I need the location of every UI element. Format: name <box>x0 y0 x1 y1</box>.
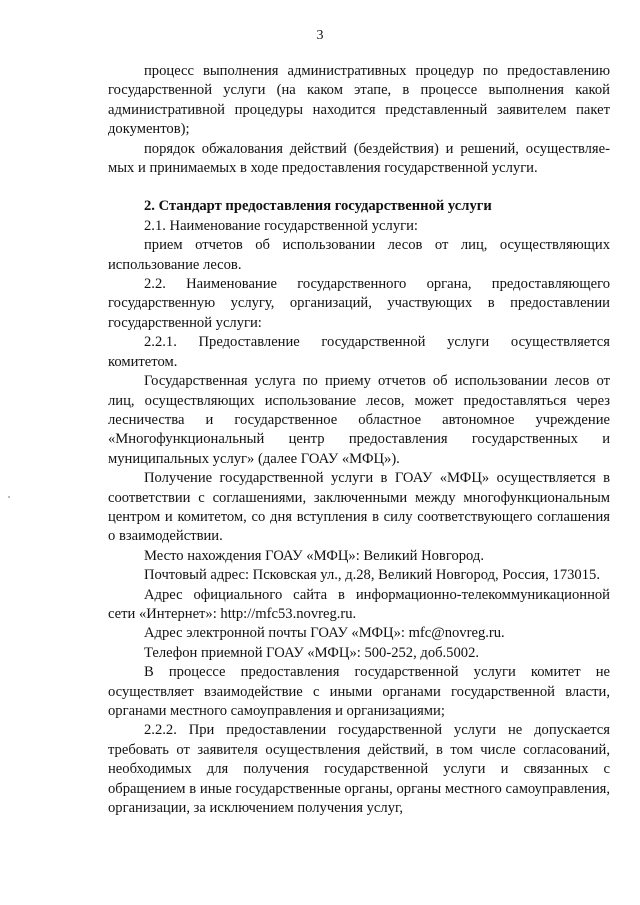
paragraph-service-channels: Государственная услуга по приему отчетов об использовании лесов от лиц, осуществляющих использование лесов, может предоставляться через лесничества и государственное областное автономное учреждение «Многофункциональный центр предоставления государственных и муниципальных услуг» (далее ГОАУ «МФЦ»). <box>108 373 610 467</box>
paragraph-appeal-procedure: порядок обжалования действий (бездействия) и решений, осуществляемых и принимаемых в ходе предоставления государственной услуги. <box>108 140 610 177</box>
paragraph-email: Адрес электронной почты ГОАУ «МФЦ»: mfc@novreg.ru. <box>144 625 505 642</box>
paragraph-authority-title: 2.2. Наименование государственного органа, предоставляющего государственную услугу, организаций, участвующих в предоставлении государственной услуги: <box>108 276 610 331</box>
paragraph-postal-address: Почтовый адрес: Псковская ул., д.28, Великий Новгород, Россия, 173015. <box>144 567 600 584</box>
paragraph-no-interaction: В процессе предоставления государственной услуги комитет не осуществляет взаимодействие с иными органами государственной власти, органами местного самоуправления и организациями; <box>108 664 610 719</box>
document-body <box>108 62 610 818</box>
paragraph-procedure-progress: процесс выполнения административных процедур по предоставлению государственной услуги (на каком этапе, в процессе выполнения какой административной процедуры находится представленный заявителем пакет документов); <box>108 63 610 138</box>
paragraph-service-name: прием отчетов об использовании лесов от лиц, осуществляющих использование лесов. <box>108 237 610 273</box>
paragraph-mfc-agreements: Получение государственной услуги в ГОАУ «МФЦ» осуществляется в соответствии с соглашениями, заключенными между многофункциональным центром и комитетом, со дня вступления в силу соответствующего соглашения о взаимодействии. <box>108 470 610 545</box>
paragraph-website: Адрес официального сайта в информационно-телекоммуникационной сети «Интернет»: http://mfc53.novreg.ru. <box>108 586 610 622</box>
page-number: 3 <box>316 28 324 43</box>
paragraph-mfc-location: Место нахождения ГОАУ «МФЦ»: Великий Новгород. <box>144 547 484 564</box>
paragraph-phone: Телефон приемной ГОАУ «МФЦ»: 500-252, доб.5002. <box>144 644 480 661</box>
paragraph-service-name-title: 2.1. Наименование государственной услуги: <box>144 217 418 234</box>
scan-speck <box>8 496 10 498</box>
paragraph-prohibited-requirements: 2.2.2. При предоставлении государственной услуги не допускается требовать от заявителя осуществления действий, в том числе согласований, необходимых для получения государственной услуги и связанных с обращением в иные государственные органы, органы местного самоуправления, организации, за исключением получения услуг, <box>108 722 610 817</box>
section-heading: 2. Стандарт предоставления государственной услуги <box>144 198 492 215</box>
paragraph-committee: 2.2.1. Предоставление государственной услуги осуществляется комитетом. <box>108 334 610 370</box>
